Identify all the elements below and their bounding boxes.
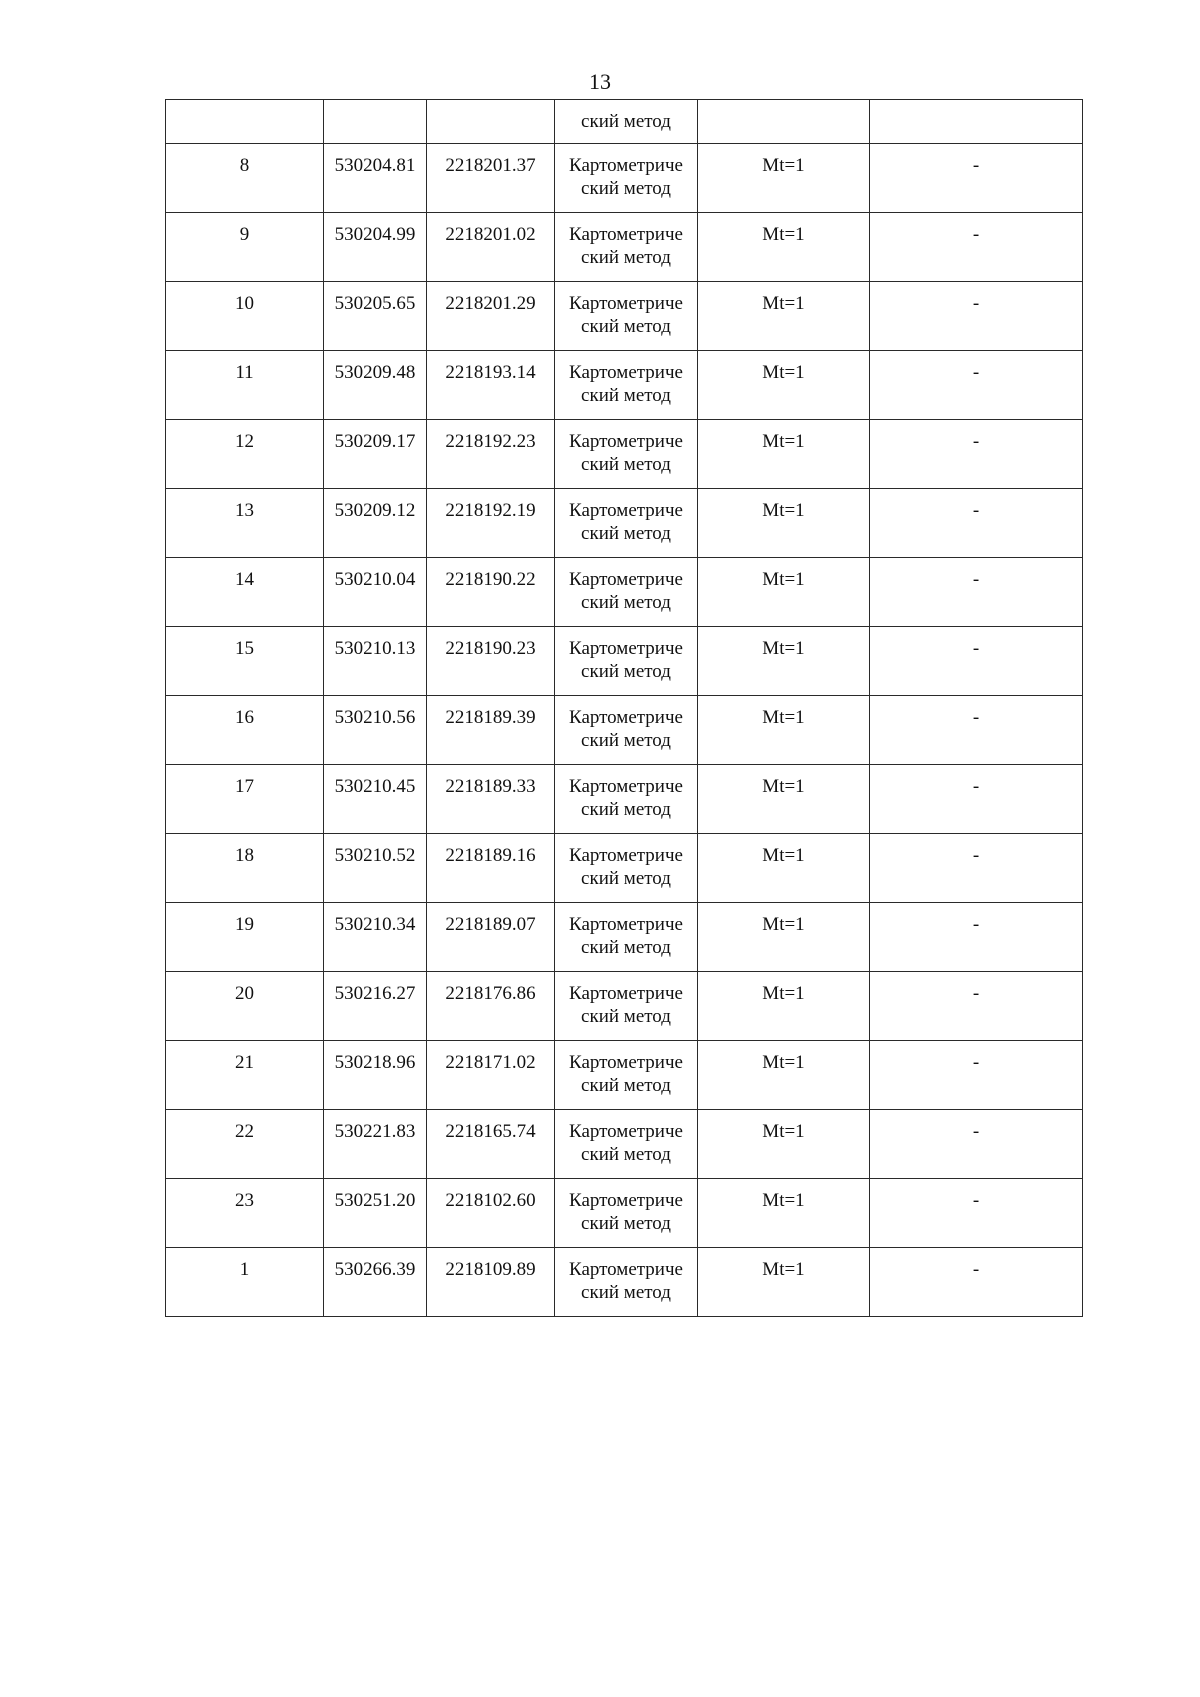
cell-y: 2218201.02 xyxy=(427,213,555,282)
method-line-2: ский метод xyxy=(581,592,671,613)
cell-accuracy: Mt=1 xyxy=(698,420,870,489)
cell-method xyxy=(555,420,698,489)
cell-method xyxy=(555,834,698,903)
coordinates-table-body xyxy=(166,100,1083,1317)
cell-point: 8 xyxy=(166,144,324,213)
cell-method xyxy=(555,351,698,420)
cell-point: 16 xyxy=(166,696,324,765)
cell-x: 530210.45 xyxy=(324,765,427,834)
cell-method xyxy=(555,282,698,351)
method-line-2: ский метод xyxy=(581,247,671,268)
cell-accuracy: Mt=1 xyxy=(698,213,870,282)
cell-point: 17 xyxy=(166,765,324,834)
table-row xyxy=(166,489,1083,558)
cell-method xyxy=(555,1110,698,1179)
coordinates-table xyxy=(165,99,1083,1317)
cell-description: - xyxy=(870,834,1083,903)
table-row xyxy=(166,282,1083,351)
cell-y: 2218201.29 xyxy=(427,282,555,351)
cell-accuracy: Mt=1 xyxy=(698,144,870,213)
cell-description: - xyxy=(870,1041,1083,1110)
cell-accuracy: Mt=1 xyxy=(698,351,870,420)
cell-y: 2218193.14 xyxy=(427,351,555,420)
cell-point: 20 xyxy=(166,972,324,1041)
cell-y: 2218189.07 xyxy=(427,903,555,972)
cell-y xyxy=(427,100,555,144)
cell-point: 23 xyxy=(166,1179,324,1248)
cell-accuracy: Mt=1 xyxy=(698,627,870,696)
cell-description: - xyxy=(870,282,1083,351)
cell-method xyxy=(555,1041,698,1110)
table-row xyxy=(166,420,1083,489)
method-line-1: Картометриче xyxy=(569,224,683,245)
cell-accuracy: Mt=1 xyxy=(698,972,870,1041)
method-line-1: Картометриче xyxy=(569,293,683,314)
cell-x: 530216.27 xyxy=(324,972,427,1041)
cell-accuracy xyxy=(698,100,870,144)
cell-accuracy: Mt=1 xyxy=(698,1179,870,1248)
cell-point xyxy=(166,100,324,144)
cell-description: - xyxy=(870,420,1083,489)
method-line-2: ский метод xyxy=(581,799,671,820)
cell-x: 530266.39 xyxy=(324,1248,427,1317)
method-line-1: Картометриче xyxy=(569,1121,683,1142)
cell-point: 22 xyxy=(166,1110,324,1179)
cell-method xyxy=(555,1248,698,1317)
table-row xyxy=(166,1110,1083,1179)
method-line-1: Картометриче xyxy=(569,1190,683,1211)
table-row xyxy=(166,627,1083,696)
cell-point: 1 xyxy=(166,1248,324,1317)
cell-description: - xyxy=(870,972,1083,1041)
cell-x: 530204.99 xyxy=(324,213,427,282)
method-line-2: ский метод xyxy=(581,937,671,958)
cell-y: 2218165.74 xyxy=(427,1110,555,1179)
cell-y: 2218176.86 xyxy=(427,972,555,1041)
cell-method xyxy=(555,144,698,213)
cell-accuracy: Mt=1 xyxy=(698,1041,870,1110)
table-row xyxy=(166,903,1083,972)
method-line-2: ский метод xyxy=(581,316,671,337)
method-line-1: Картометриче xyxy=(569,362,683,383)
cell-method xyxy=(555,1179,698,1248)
cell-accuracy: Mt=1 xyxy=(698,1110,870,1179)
cell-point: 15 xyxy=(166,627,324,696)
cell-description xyxy=(870,100,1083,144)
cell-method xyxy=(555,213,698,282)
cell-point: 12 xyxy=(166,420,324,489)
cell-x: 530210.52 xyxy=(324,834,427,903)
cell-description: - xyxy=(870,903,1083,972)
cell-x: 530218.96 xyxy=(324,1041,427,1110)
cell-accuracy: Mt=1 xyxy=(698,903,870,972)
cell-y: 2218192.19 xyxy=(427,489,555,558)
cell-point: 19 xyxy=(166,903,324,972)
method-line-1: Картометриче xyxy=(569,638,683,659)
cell-point: 11 xyxy=(166,351,324,420)
method-line-1: Картометриче xyxy=(569,914,683,935)
method-line-2: ский метод xyxy=(581,523,671,544)
cell-accuracy: Mt=1 xyxy=(698,558,870,627)
method-line-1: Картометриче xyxy=(569,983,683,1004)
method-line-2: ский метод xyxy=(581,1006,671,1027)
cell-description: - xyxy=(870,765,1083,834)
cell-y: 2218102.60 xyxy=(427,1179,555,1248)
cell-accuracy: Mt=1 xyxy=(698,834,870,903)
cell-description: - xyxy=(870,1248,1083,1317)
method-line-1: Картометриче xyxy=(569,569,683,590)
method-line-2: ский метод xyxy=(581,868,671,889)
cell-method xyxy=(555,972,698,1041)
cell-x: 530221.83 xyxy=(324,1110,427,1179)
cell-method xyxy=(555,558,698,627)
method-line-2: ский метод xyxy=(581,1144,671,1165)
cell-point: 13 xyxy=(166,489,324,558)
cell-y: 2218201.37 xyxy=(427,144,555,213)
cell-y: 2218109.89 xyxy=(427,1248,555,1317)
method-line-1: Картометриче xyxy=(569,707,683,728)
method-line-1: Картометриче xyxy=(569,431,683,452)
page-number: 13 xyxy=(589,69,611,94)
cell-method xyxy=(555,627,698,696)
cell-description: - xyxy=(870,1110,1083,1179)
cell-description: - xyxy=(870,144,1083,213)
cell-accuracy: Mt=1 xyxy=(698,282,870,351)
cell-description: - xyxy=(870,213,1083,282)
cell-description: - xyxy=(870,696,1083,765)
cell-y: 2218192.23 xyxy=(427,420,555,489)
cell-x xyxy=(324,100,427,144)
table-row xyxy=(166,696,1083,765)
table-row xyxy=(166,558,1083,627)
cell-y: 2218189.39 xyxy=(427,696,555,765)
cell-method xyxy=(555,903,698,972)
continuation-row xyxy=(166,100,1083,144)
cell-x: 530204.81 xyxy=(324,144,427,213)
cell-description: - xyxy=(870,1179,1083,1248)
cell-description: - xyxy=(870,489,1083,558)
cell-point: 9 xyxy=(166,213,324,282)
cell-x: 530209.48 xyxy=(324,351,427,420)
table-row xyxy=(166,765,1083,834)
cell-accuracy: Mt=1 xyxy=(698,696,870,765)
cell-y: 2218190.22 xyxy=(427,558,555,627)
cell-x: 530205.65 xyxy=(324,282,427,351)
method-line-2: ский метод xyxy=(581,454,671,475)
cell-description: - xyxy=(870,351,1083,420)
cell-y: 2218189.16 xyxy=(427,834,555,903)
table-row xyxy=(166,1041,1083,1110)
cell-y: 2218171.02 xyxy=(427,1041,555,1110)
method-line-2: ский метод xyxy=(581,1282,671,1303)
table-row xyxy=(166,1179,1083,1248)
cell-y: 2218189.33 xyxy=(427,765,555,834)
cell-x: 530209.17 xyxy=(324,420,427,489)
method-line-1: Картометриче xyxy=(569,776,683,797)
table-row xyxy=(166,972,1083,1041)
cell-point: 21 xyxy=(166,1041,324,1110)
cell-x: 530210.56 xyxy=(324,696,427,765)
method-line-2: ский метод xyxy=(581,385,671,406)
cell-description: - xyxy=(870,627,1083,696)
cell-y: 2218190.23 xyxy=(427,627,555,696)
method-line-1: Картометриче xyxy=(569,845,683,866)
method-line-2: ский метод xyxy=(581,661,671,682)
cell-point: 18 xyxy=(166,834,324,903)
cell-description: - xyxy=(870,558,1083,627)
method-line-1: Картометриче xyxy=(569,500,683,521)
cell-method xyxy=(555,489,698,558)
table-row xyxy=(166,144,1083,213)
cell-x: 530209.12 xyxy=(324,489,427,558)
cell-method: ский метод xyxy=(555,100,698,144)
cell-x: 530210.34 xyxy=(324,903,427,972)
table-row xyxy=(166,213,1083,282)
cell-method xyxy=(555,696,698,765)
cell-point: 10 xyxy=(166,282,324,351)
cell-accuracy: Mt=1 xyxy=(698,1248,870,1317)
method-line-1: Картометриче xyxy=(569,155,683,176)
cell-x: 530210.04 xyxy=(324,558,427,627)
method-line-2: ский метод xyxy=(581,1213,671,1234)
method-line-2: ский метод xyxy=(581,1075,671,1096)
table-row xyxy=(166,1248,1083,1317)
cell-accuracy: Mt=1 xyxy=(698,765,870,834)
cell-method xyxy=(555,765,698,834)
method-line-1: Картометриче xyxy=(569,1052,683,1073)
method-line-2: ский метод xyxy=(581,730,671,751)
method-line-2: ский метод xyxy=(581,178,671,199)
cell-x: 530210.13 xyxy=(324,627,427,696)
cell-accuracy: Mt=1 xyxy=(698,489,870,558)
method-line-1: Картометриче xyxy=(569,1259,683,1280)
table-row xyxy=(166,351,1083,420)
table-row xyxy=(166,834,1083,903)
cell-x: 530251.20 xyxy=(324,1179,427,1248)
cell-point: 14 xyxy=(166,558,324,627)
